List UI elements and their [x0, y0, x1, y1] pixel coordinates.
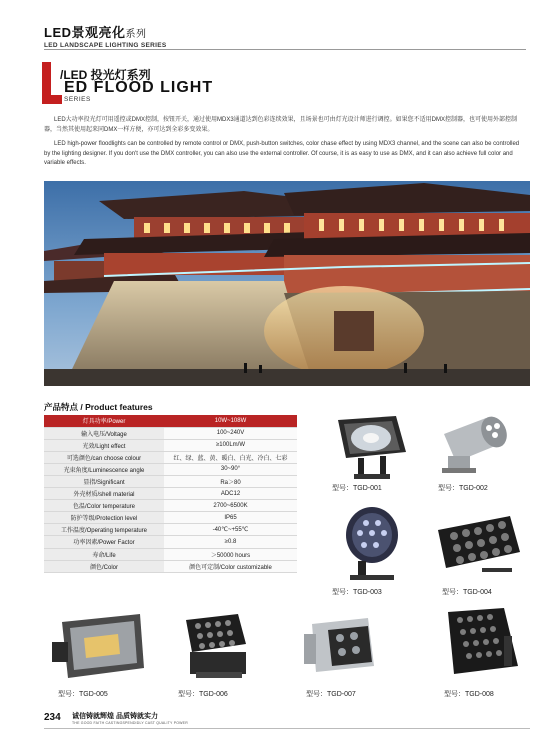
- spec-value: 2700~6500K: [164, 500, 297, 512]
- led-panel-icon: [432, 510, 526, 580]
- spec-row: [44, 536, 297, 548]
- spec-value: IP65: [164, 512, 297, 524]
- spotlight-icon: [434, 410, 526, 482]
- spec-value: ≥0.8: [164, 536, 297, 548]
- spec-value: ＞50000 hours: [164, 548, 297, 560]
- product-model: 型号：TGD-007: [306, 691, 356, 698]
- page-number: 234: [44, 712, 61, 723]
- spec-key: 颜色/Color: [44, 560, 164, 572]
- spec-value: -40℃~+55℃: [164, 524, 297, 536]
- spec-key: 功率因素/Power Factor: [44, 536, 164, 548]
- spec-value: ≥100Lm/W: [164, 439, 297, 451]
- spec-key: 光效/Light effect: [44, 439, 164, 451]
- product-tgd-005: [44, 608, 154, 703]
- spec-key: 工作温度/Operating temperature: [44, 524, 164, 536]
- product-model: 型号：TGD-005: [58, 691, 108, 698]
- product-tgd-008: [434, 606, 528, 703]
- spec-row: [44, 439, 297, 451]
- intro-paragraph-cn: LED大功率投光灯可用遥控或DMX控制，按钮开关，通过使用MDX3通道达到色彩连续效果，且场景也可由灯光设计师进行调控。如果您不适用DMX控制器，也可使用外部控制器，当然其使用起来同DMX一样方便，亦可达到全彩多变效果。: [44, 117, 518, 133]
- spec-value: 100~240V: [164, 427, 297, 439]
- spec-key: 光束角度/Luminescence angle: [44, 463, 164, 475]
- spec-row: [44, 415, 297, 427]
- spec-value: 10W~108W: [164, 415, 297, 427]
- floodlight-square-icon: [326, 410, 416, 482]
- spec-row: [44, 463, 297, 475]
- floodlight-cob-icon: [44, 608, 154, 688]
- spec-key: 色温/Color temperature: [44, 500, 164, 512]
- building-photo: [44, 181, 530, 386]
- spec-row: [44, 560, 297, 572]
- spec-value: 颜色可定制/Color customizable: [164, 560, 297, 572]
- wall-washer-icon: [172, 610, 272, 688]
- spec-key: 显指/Significant: [44, 475, 164, 487]
- product-tgd-003: [326, 505, 418, 600]
- product-model: 型号：TGD-004: [442, 589, 492, 596]
- spec-row: [44, 475, 297, 487]
- product-tgd-001: [326, 410, 416, 495]
- section-series-label: SERIES: [64, 96, 91, 103]
- product-model: 型号：TGD-002: [438, 485, 488, 492]
- round-spotlight-icon: [326, 505, 418, 583]
- red-l-logo: [42, 62, 62, 104]
- spec-key: 输入电压/Voltage: [44, 427, 164, 439]
- spec-key: 寿命/Life: [44, 548, 164, 560]
- product-model: 型号：TGD-008: [444, 691, 494, 698]
- spec-table: [44, 415, 297, 573]
- spec-row: [44, 451, 297, 463]
- product-model: 型号：TGD-006: [178, 691, 228, 698]
- spec-value: ADC12: [164, 488, 297, 500]
- header-title-en: LED LANDSCAPE LIGHTING SERIES: [44, 42, 167, 49]
- product-tgd-007: [294, 610, 394, 703]
- product-model: 型号：TGD-003: [332, 589, 382, 596]
- product-tgd-002: [434, 410, 526, 495]
- footer-slogan-en: THE GOOD FAITH CASTINGSPENDIDLY CAST QUALITY POWER: [72, 721, 188, 725]
- spec-value: Ra＞80: [164, 475, 297, 487]
- spec-row: [44, 500, 297, 512]
- spec-row: [44, 524, 297, 536]
- header-divider: [44, 49, 526, 50]
- page-header: [44, 22, 166, 49]
- spec-row: [44, 488, 297, 500]
- floodlight-module-icon: [294, 610, 394, 688]
- footer-slogan: 诚信铸就辉煌 品质铸就实力: [72, 713, 158, 720]
- spec-value: 红、绿、蓝、黄、暖白、白光、冷白、七彩: [164, 451, 297, 463]
- section-title-en: ED FLOOD LIGHT: [64, 79, 214, 96]
- intro-paragraph-en: LED high-power floodlights can be controlled by remote control or DMX, push-button switches, color chase effect by using MDX3 channel, and the scene can also be controlled by the lighting designer. If you don't use the DMX controller, you can also use the external controller. Of course, it is as easy to use as DMX, and it can also achieve full color and variable effects.: [44, 141, 520, 166]
- spec-row: [44, 512, 297, 524]
- product-model: 型号：TGD-001: [332, 485, 382, 492]
- section-title-cn: /LED 投光灯系列: [60, 68, 151, 82]
- spec-value: 30~90°: [164, 463, 297, 475]
- product-tgd-006: [172, 610, 272, 703]
- spec-row: [44, 548, 297, 560]
- spec-key: 防护等级/Protection level: [44, 512, 164, 524]
- spec-key: 外壳材质/shell material: [44, 488, 164, 500]
- product-features-title: 产品特点 / Product features: [44, 402, 153, 412]
- footer-divider: [44, 728, 530, 729]
- header-title-cn: LED景观亮化系列: [44, 25, 147, 40]
- spec-row: [44, 427, 297, 439]
- spec-key: 灯具功率/Power: [44, 415, 164, 427]
- spec-key: 可选颜色/can choose colour: [44, 451, 164, 463]
- led-flood-panel-icon: [434, 606, 528, 686]
- product-tgd-004: [432, 510, 526, 600]
